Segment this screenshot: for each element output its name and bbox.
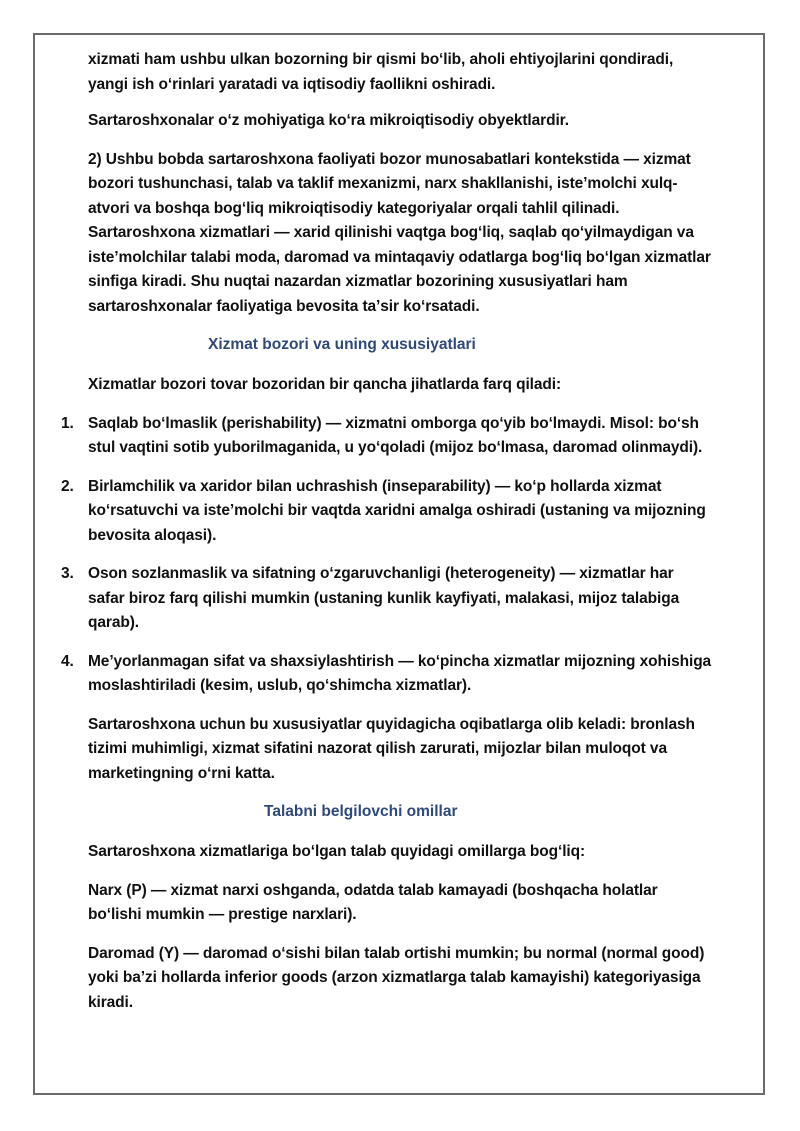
list-number: 4. — [61, 652, 74, 670]
numbered-list — [61, 412, 712, 699]
list-item — [61, 650, 712, 699]
list-item — [61, 412, 712, 461]
section-heading: Xizmat bozori va uning xususiyatlari — [208, 336, 476, 353]
list-item — [61, 562, 712, 636]
paragraph: Xizmatlar bozori tovar bozoridan bir qancha jihatlarda farq qiladi: — [88, 376, 562, 393]
paragraph: Sartaroshxona xizmatlariga boʻlgan talab quyidagi omillarga bogʻliq: — [88, 843, 586, 860]
paragraph: Narx (P) — xizmat narxi oshganda, odatda talab kamayadi (boshqacha holatlar boʻlishi mumkin — prestige narxlari). — [88, 881, 658, 923]
list-item-text: Birlamchilik va xaridor bilan uchrashish (inseparability) — koʻp hollarda xizmat koʻrsatuvchi va isteʼmolchi bir vaqtda xaridni amalga oshiradi (ustaning va mijozning bevosita aloqasi). — [88, 477, 706, 544]
document-body — [61, 48, 712, 1029]
list-number: 3. — [61, 565, 74, 582]
list-item-text: Saqlab boʻlmaslik (perishability) — xizmatni omborga qoʻyib boʻlmaydi. Misol: boʻsh stul vaqtini sotib yuborilmaganida, u yoʻqoladi (mijoz boʻlmasa, daromad olinmaydi). — [88, 414, 703, 456]
list-number: 1. — [61, 414, 74, 432]
list-number: 2. — [61, 477, 74, 495]
paragraph: 2) Ushbu bobda sartaroshxona faoliyati bozor munosabatlari kontekstida — xizmat bozori tushunchasi, talab va taklif mexanizmi, narx shakllanishi, isteʼmolchi xulq-atvori va boshqa bogʻliq mikroiqtisodiy kategoriyalar orqali tahlil qilinadi. Sartaroshxona xizmatlari — xarid qilinishi vaqtga bogʻliq, saqlab qoʻyilmaydigan va isteʼmolchilar talabi moda, daromad va mintaqaviy odatlarga bogʻliq boʻlgan xizmatlar sinfiga kiradi. Shu nuqtai nazardan xizmatlar bozorining xususiyatlari ham sartaroshxonalar faoliyatiga bevosita taʼsir koʻrsatadi. — [88, 150, 711, 315]
paragraph: Sartaroshxona uchun bu xususiyatlar quyidagicha oqibatlarga olib keladi: bronlash tizimi muhimligi, xizmat sifatini nazorat qilish zarurati, mijozlar bilan muloqot va marketingning oʻrni katta. — [88, 715, 695, 782]
list-item-text: Oson sozlanmaslik va sifatning oʻzgaruvchanligi (heterogeneity) — xizmatlar har safar biroz farq qilishi mumkin (ustaning kunlik kayfiyati, malakasi, mijoz talabiga qarab). — [88, 565, 680, 631]
paragraph: xizmati ham ushbu ulkan bozorning bir qismi boʻlib, aholi ehtiyojlarini qondiradi, yangi ish oʻrinlari yaratadi va iqtisodiy faollikni oshiradi. — [88, 51, 674, 93]
section-heading: Talabni belgilovchi omillar — [264, 803, 458, 820]
paragraph: Sartaroshxonalar oʻz mohiyatiga koʻra mikroiqtisodiy obyektlardir. — [88, 112, 569, 129]
list-item — [61, 475, 712, 549]
list-item-text: Meʼyorlanmagan sifat va shaxsiylashtirish — koʻpincha xizmatlar mijozning xohishiga moslashtiriladi (kesim, uslub, qoʻshimcha xizmatlar). — [88, 652, 712, 694]
paragraph: Daromad (Y) — daromad oʻsishi bilan talab ortishi mumkin; bu normal (normal good) yoki baʼzi hollarda inferior goods (arzon xizmatlarga talab kamayishi) kategoriyasiga kiradi. — [88, 944, 705, 1011]
